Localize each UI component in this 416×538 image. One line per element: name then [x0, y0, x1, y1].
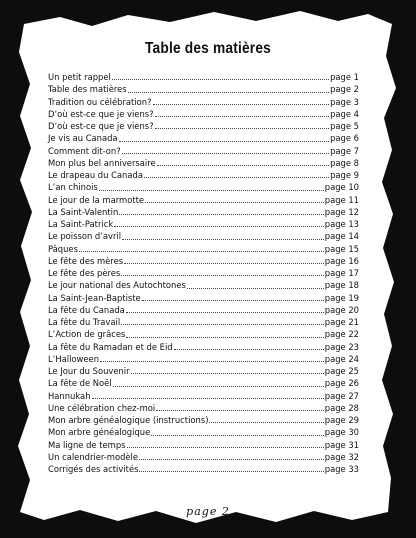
- toc-entry-title: Le jour de la marmotte: [48, 194, 145, 205]
- toc-entry-title: Ma ligne de temps: [48, 439, 126, 450]
- dot-leader: [153, 104, 330, 105]
- toc-entry-title: Je vis au Canada: [48, 133, 118, 144]
- table-of-contents: [48, 71, 359, 475]
- toc-entry-page: page 21: [324, 317, 359, 327]
- dot-leader: [121, 275, 323, 276]
- toc-entry-page: page 26: [324, 378, 359, 389]
- dot-leader: [122, 153, 329, 154]
- toc-entry-page: page 12: [324, 206, 359, 217]
- dot-leader: [131, 373, 324, 374]
- toc-entry-title: Pâques: [48, 243, 78, 254]
- dot-leader: [155, 116, 329, 117]
- dot-leader: [100, 361, 324, 362]
- toc-entry: [48, 169, 359, 181]
- toc-entry: [48, 243, 359, 255]
- dot-leader: [155, 128, 329, 129]
- toc-entry-page: page 29: [324, 415, 359, 425]
- toc-entry: [48, 108, 359, 120]
- toc-entry-page: page 13: [324, 219, 359, 229]
- toc-entry: [48, 132, 359, 144]
- toc-entry: [48, 316, 359, 328]
- toc-entry-page: page 7: [330, 145, 359, 156]
- dot-leader: [209, 422, 323, 423]
- dot-leader: [144, 177, 329, 178]
- toc-entry: [48, 451, 359, 463]
- toc-entry-page: page 1: [330, 72, 359, 82]
- toc-entry-title: Comment dit-on?: [48, 145, 121, 156]
- toc-entry-page: page 25: [324, 366, 359, 376]
- toc-entry: [48, 83, 359, 95]
- toc-entry-title: Mon arbre généalogique: [48, 427, 151, 438]
- dot-leader: [121, 324, 324, 325]
- dot-leader: [142, 300, 324, 301]
- toc-entry-title: L’an chinois: [48, 182, 98, 193]
- toc-entry-title: L’Action de grâces: [48, 329, 126, 340]
- dot-leader: [151, 435, 324, 436]
- toc-entry-title: Le fête des mères: [48, 255, 124, 266]
- toc-entry: [48, 463, 359, 475]
- toc-entry: [48, 267, 359, 279]
- toc-entry-title: La fête du Travail: [48, 317, 121, 327]
- toc-entry-title: D’où est-ce que je viens?: [48, 121, 154, 131]
- toc-entry-page: page 22: [324, 329, 359, 340]
- dot-leader: [145, 202, 324, 203]
- toc-entry-page: page 19: [324, 292, 359, 303]
- toc-entry-title: Table des matières: [48, 84, 127, 95]
- toc-entry: [48, 145, 359, 157]
- toc-entry: [48, 377, 359, 389]
- toc-entry-title: La Saint-Valentin: [48, 206, 119, 217]
- toc-entry: [48, 194, 359, 206]
- dot-leader: [174, 349, 324, 350]
- dot-leader: [92, 398, 324, 399]
- toc-entry-page: page 6: [330, 133, 359, 144]
- toc-entry-page: page 32: [324, 451, 359, 462]
- toc-entry-page: page 23: [324, 341, 359, 352]
- toc-entry-title: La fête du Canada: [48, 304, 125, 315]
- toc-entry-title: Tradition ou célébration?: [48, 96, 152, 107]
- toc-entry-page: page 17: [324, 268, 359, 278]
- dot-leader: [99, 190, 324, 191]
- toc-entry: [48, 390, 359, 402]
- toc-entry-title: L’Halloween: [48, 353, 99, 364]
- toc-entry: [48, 328, 359, 340]
- dot-leader: [79, 251, 324, 252]
- toc-entry: [48, 218, 359, 230]
- toc-entry-page: page 31: [324, 439, 359, 450]
- dot-leader: [114, 226, 324, 227]
- toc-entry-title: Le poisson d’avril: [48, 231, 122, 242]
- toc-entry-page: page 10: [324, 182, 359, 193]
- toc-entry: [48, 71, 359, 83]
- toc-entry: [48, 304, 359, 316]
- toc-entry: [48, 157, 359, 169]
- toc-entry: [48, 255, 359, 267]
- toc-entry-title: Le fête des pères: [48, 268, 121, 278]
- toc-entry-page: page 33: [324, 464, 359, 474]
- dot-leader: [122, 239, 324, 240]
- toc-entry: [48, 206, 359, 218]
- toc-entry-title: Corrigés des activités: [48, 464, 139, 474]
- toc-entry-page: page 15: [324, 243, 359, 254]
- toc-entry-title: La fête du Ramadan et de Eid: [48, 341, 173, 352]
- toc-entry: [48, 426, 359, 438]
- toc-entry-page: page 28: [324, 402, 359, 413]
- toc-entry: [48, 341, 359, 353]
- dot-leader: [113, 386, 324, 387]
- dot-leader: [187, 288, 324, 289]
- dot-leader: [124, 263, 324, 264]
- dot-leader: [127, 447, 324, 448]
- dot-leader: [157, 165, 329, 166]
- dot-leader: [139, 471, 323, 472]
- dot-leader: [156, 410, 324, 411]
- toc-entry-title: D’où est-ce que je viens?: [48, 108, 154, 119]
- toc-entry: [48, 181, 359, 193]
- toc-entry-title: Une célébration chez-moi: [48, 402, 156, 413]
- toc-entry-page: page 14: [324, 231, 359, 242]
- toc-entry-title: Un petit rappel: [48, 72, 111, 82]
- toc-entry-title: Mon arbre généalogique (instructions): [48, 415, 209, 425]
- page-title: Table des matières: [145, 40, 271, 57]
- toc-entry-title: Le drapeau du Canada: [48, 170, 143, 180]
- dot-leader: [119, 141, 330, 142]
- toc-entry: [48, 365, 359, 377]
- dot-leader: [126, 312, 324, 313]
- toc-entry: [48, 402, 359, 414]
- toc-entry-title: La Saint-Patrick: [48, 219, 114, 229]
- toc-entry: [48, 353, 359, 365]
- dot-leader: [126, 337, 323, 338]
- toc-entry: [48, 279, 359, 291]
- toc-entry: [48, 414, 359, 426]
- toc-entry-page: page 20: [324, 304, 359, 315]
- dot-leader: [119, 214, 323, 215]
- toc-entry-title: Mon plus bel anniversaire: [48, 157, 156, 168]
- toc-entry-page: page 30: [324, 427, 359, 438]
- toc-entry: [48, 120, 359, 132]
- toc-entry: [48, 96, 359, 108]
- toc-entry-page: page 9: [330, 170, 359, 180]
- toc-entry-page: page 16: [324, 255, 359, 266]
- toc-entry: [48, 230, 359, 242]
- toc-entry-page: page 3: [330, 96, 359, 107]
- toc-entry-page: page 11: [324, 194, 359, 205]
- dot-leader: [128, 92, 329, 93]
- dot-leader: [139, 459, 324, 460]
- toc-entry-title: Hannukah: [48, 390, 91, 401]
- toc-entry-page: page 27: [324, 390, 359, 401]
- toc-entry-page: page 8: [330, 157, 359, 168]
- toc-entry-title: La fête de Noël: [48, 378, 112, 389]
- toc-entry-title: Un calendrier-modèle: [48, 451, 139, 462]
- toc-entry-page: page 18: [324, 280, 359, 291]
- toc-entry: [48, 439, 359, 451]
- toc-entry-page: page 2: [330, 84, 359, 95]
- toc-entry-page: page 24: [324, 353, 359, 364]
- page-number-footer: page 2: [186, 505, 230, 518]
- toc-entry-title: Le Jour du Souvenir: [48, 366, 130, 376]
- toc-entry-page: page 4: [330, 108, 359, 119]
- toc-entry: [48, 292, 359, 304]
- dot-leader: [112, 79, 329, 80]
- toc-entry-title: Le jour national des Autochtones: [48, 280, 186, 291]
- toc-entry-page: page 5: [330, 121, 359, 131]
- toc-entry-title: La Saint-Jean-Baptiste: [48, 292, 141, 303]
